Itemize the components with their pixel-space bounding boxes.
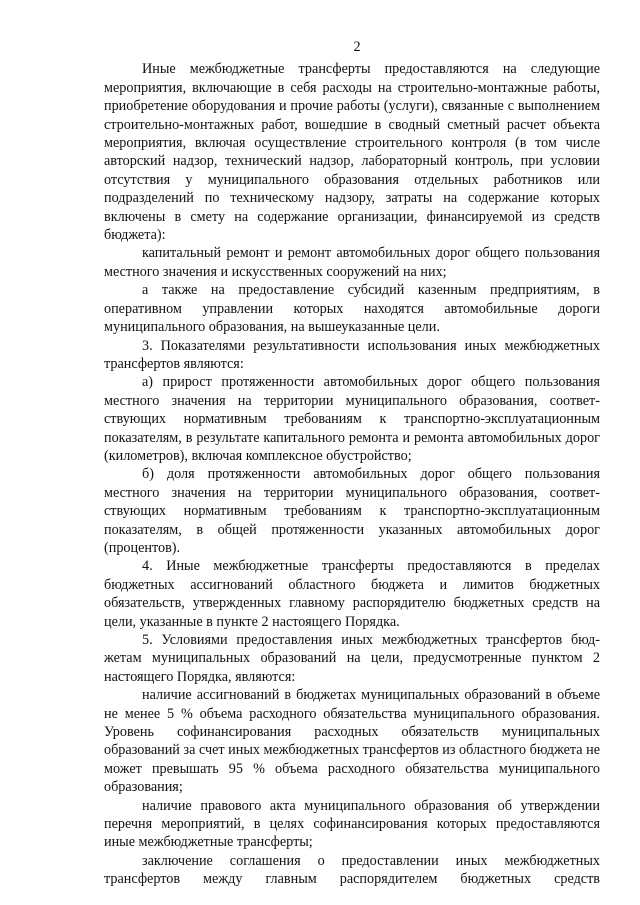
- paragraph-condition-agreement: заключение соглашения о предоставлении иных межбюджетных трансфертов между главным распорядителем бюджетных средств: [104, 852, 600, 888]
- paragraph-item-3: 3. Показателями результативности использования иных межбюджетных трансфертов являются:: [104, 337, 600, 372]
- paragraph-item-4: 4. Иные межбюджетные трансферты предоставляются в пределах бюджетных ассигнований областного бюджета и лимитов бюджетных обязательств, утвержденных главному распорядителю бюджетных средств на цели, указанные в пункте 2 настоящего Порядка.: [104, 558, 600, 630]
- paragraph-intro: Иные межбюджетные трансферты предоставляются на следующие мероприятия, включающие в себя расходы на строительно-монтажные работы, приобретение оборудования и прочие работы (услуги), связанные с выполнением строительно-монтажных работ, вошедшие в сводный сметный расчет объекта мероприятия, включая осуществление строительного контроля (в том числе авторский надзор, технический надзор, лабораторный контроль, при условии отсутствия у муниципального образования отдельных работников или подразделений по техническому надзору, затраты на содержание которых включены в смету на содержание организации, финансируемой из средств бюджета):: [104, 61, 600, 244]
- page-number: 2: [353, 39, 361, 55]
- paragraph-item-5: 5. Условиями предоставления иных межбюджетных трансфертов бюджетам муниципальных образований на цели, предусмотренные пунктом 2 настоящего Порядка, являются:: [104, 632, 600, 685]
- paragraph-subsidies: а также на предоставление субсидий казенным предприятиям, в оперативном управлении которых находятся автомобильные дороги муниципального образования, на вышеуказанные цели.: [104, 282, 600, 336]
- paragraph-item-3b: б) доля протяженности автомобильных дорог общего пользования местного значения на территории муниципального образования, соответствующих нормативным требованиям к транспортно-эксплуатационным показателям, в общей протяженности указанных автомобильных дорог (процентов).: [104, 466, 600, 556]
- paragraph-item-3a: а) прирост протяженности автомобильных дорог общего пользования местного значения на территории муниципального образования, соответствующих нормативным требованиям к транспортно-эксплуатационным показателям, в результате капитального ремонта и ремонта автомобильных дорог (километров), включая комплексное обустройство;: [104, 374, 600, 464]
- paragraph-capital-repair: капитальный ремонт и ремонт автомобильных дорог общего пользования местного значения и искусственных сооружений на них;: [104, 245, 600, 280]
- paragraph-condition-legal-act: наличие правового акта муниципального образования об утверждении перечня мероприятий, в целях софинансирования которых предоставляются иные межбюджетные трансферты;: [104, 797, 600, 851]
- paragraph-condition-allocations: наличие ассигнований в бюджетах муниципальных образований в объеме не менее 5 % объема расходного обязательства муниципального образования. Уровень софинансирования расходных обязательств муниципальных образований за счет иных межбюджетных трансфертов из областного бюджета не может превышать 95 % объема расходного обязательства муниципального образования;: [104, 687, 600, 796]
- document-page: [104, 38, 600, 889]
